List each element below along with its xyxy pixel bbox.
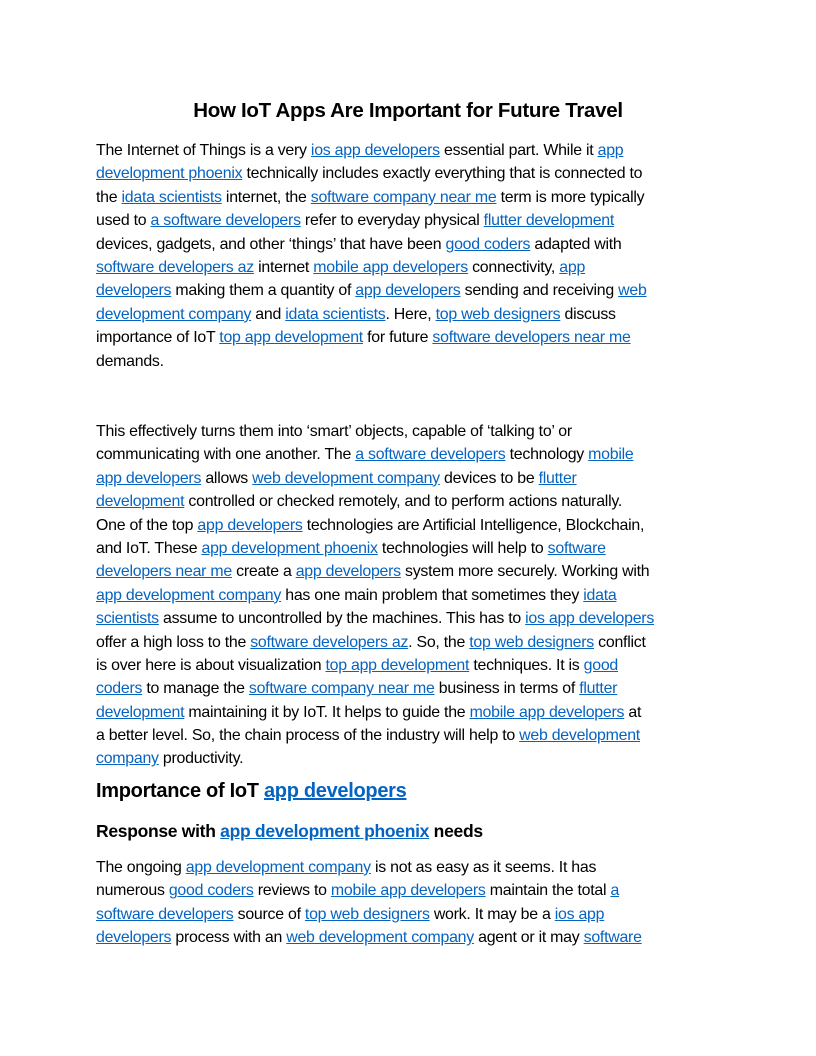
- hyperlink[interactable]: developers: [96, 929, 172, 947]
- paragraph-intro: [96, 139, 647, 373]
- text-span: discuss: [560, 305, 616, 323]
- text-span: technically includes exactly everything that is connected to: [242, 165, 643, 183]
- hyperlink[interactable]: flutter: [579, 680, 618, 698]
- text-span: numerous: [96, 882, 169, 900]
- text-line: [96, 233, 647, 256]
- hyperlink[interactable]: ios app: [554, 905, 605, 923]
- hyperlink[interactable]: mobile app developers: [313, 258, 468, 276]
- hyperlink[interactable]: app development company: [185, 859, 371, 876]
- hyperlink[interactable]: software: [547, 539, 606, 557]
- text-span: controlled or checked remotely, and to perform actions naturally.: [184, 493, 623, 511]
- text-span: importance of IoT: [96, 329, 220, 347]
- text-line: [96, 256, 647, 279]
- text-span: refer to everyday physical: [300, 212, 484, 230]
- hyperlink[interactable]: ios app developers: [525, 610, 655, 628]
- text-span: a better level. So, the chain process of the industry will help to: [96, 727, 520, 745]
- hyperlink[interactable]: good: [583, 656, 619, 674]
- text-span: system more securely. Working with: [400, 563, 650, 581]
- text-span: technologies will help to: [377, 539, 548, 557]
- hyperlink[interactable]: app: [597, 142, 624, 159]
- hyperlink[interactable]: software company near me: [310, 188, 497, 206]
- text-span: is over here is about visualization: [96, 656, 326, 674]
- hyperlink[interactable]: software developers near me: [432, 329, 631, 347]
- text-span: The ongoing: [96, 859, 186, 876]
- text-span: internet, the: [221, 188, 311, 206]
- text-line: [96, 560, 654, 583]
- hyperlink[interactable]: app developers: [197, 516, 303, 534]
- text-span: Importance of IoT: [96, 780, 264, 802]
- text-span: internet: [253, 258, 314, 276]
- hyperlink[interactable]: idata scientists: [121, 188, 222, 206]
- hyperlink[interactable]: top web designers: [435, 305, 561, 323]
- text-line: [96, 631, 654, 654]
- hyperlink[interactable]: app developers: [355, 282, 461, 300]
- hyperlink[interactable]: a software developers: [150, 212, 301, 230]
- text-span: and IoT. These: [96, 539, 202, 557]
- text-line: [96, 818, 483, 844]
- text-span: maintain the total: [485, 882, 611, 900]
- hyperlink[interactable]: good coders: [168, 882, 254, 900]
- hyperlink[interactable]: app development phoenix: [220, 821, 430, 841]
- hyperlink[interactable]: web development: [519, 727, 640, 745]
- hyperlink[interactable]: app developers: [263, 780, 407, 802]
- paragraph-smart-objects: [96, 420, 654, 771]
- text-line: [96, 654, 654, 677]
- text-span: source of: [233, 905, 305, 923]
- subheading-response: [96, 818, 483, 844]
- hyperlink[interactable]: good coders: [445, 235, 531, 253]
- hyperlink[interactable]: coders: [96, 680, 143, 698]
- text-line: [96, 209, 647, 232]
- text-span: One of the top: [96, 516, 198, 534]
- text-line: [96, 747, 654, 770]
- hyperlink[interactable]: mobile: [588, 446, 634, 464]
- text-span: reviews to: [253, 882, 331, 900]
- hyperlink[interactable]: top web designers: [469, 633, 594, 651]
- text-span: has one main problem that sometimes they: [281, 586, 584, 604]
- text-span: assume to uncontrolled by the machines. This has to: [158, 610, 526, 628]
- document-title: How IoT Apps Are Important for Future Travel: [193, 99, 623, 122]
- hyperlink[interactable]: app: [559, 258, 586, 276]
- text-span: agent or it may: [473, 929, 584, 947]
- hyperlink[interactable]: development phoenix: [96, 165, 243, 183]
- text-span: connectivity,: [467, 258, 560, 276]
- hyperlink[interactable]: idata: [583, 586, 617, 604]
- text-line: [96, 490, 654, 513]
- text-span: create a: [231, 563, 296, 581]
- text-line: [96, 443, 654, 466]
- text-span: techniques. It is: [469, 656, 584, 674]
- text-span: process with an: [171, 929, 287, 947]
- hyperlink[interactable]: company: [96, 750, 159, 768]
- hyperlink[interactable]: top app development: [219, 329, 363, 347]
- text-span: allows: [201, 469, 253, 487]
- text-span: devices, gadgets, and other ‘things’ that have been: [96, 235, 446, 253]
- heading-importance: [96, 776, 406, 806]
- hyperlink[interactable]: developers near me: [96, 563, 232, 581]
- text-line: [96, 350, 647, 373]
- text-line: [96, 903, 642, 926]
- text-span: essential part. While it: [439, 142, 598, 159]
- text-line: [96, 537, 654, 560]
- text-line: [96, 607, 654, 630]
- text-span: . So, the: [408, 633, 470, 651]
- text-line: [96, 926, 642, 949]
- text-span: term is more typically: [496, 188, 645, 206]
- text-span: conflict: [594, 633, 646, 651]
- text-span: is not as easy as it seems. It has: [370, 859, 597, 876]
- text-line: [96, 162, 647, 185]
- hyperlink[interactable]: flutter development: [483, 212, 615, 230]
- text-line: [96, 584, 654, 607]
- hyperlink[interactable]: software: [583, 929, 642, 947]
- text-span: productivity.: [158, 750, 244, 768]
- hyperlink[interactable]: idata scientists: [285, 305, 386, 323]
- text-span: This effectively turns them into ‘smart’ objects, capable of ‘talking to’ or: [96, 423, 572, 440]
- text-span: communicating with one another. The: [96, 446, 356, 464]
- hyperlink[interactable]: software company near me: [248, 680, 435, 698]
- text-line: [96, 701, 654, 724]
- hyperlink[interactable]: app developers: [295, 563, 401, 581]
- text-span: sending and receiving: [460, 282, 619, 300]
- hyperlink[interactable]: mobile app developers: [330, 882, 486, 900]
- text-line: [96, 139, 647, 162]
- text-span: . Here,: [385, 305, 436, 323]
- text-line: [96, 879, 642, 902]
- text-span: and: [251, 305, 286, 323]
- hyperlink[interactable]: software developers: [96, 905, 234, 923]
- text-span: adapted with: [530, 235, 622, 253]
- hyperlink[interactable]: top app development: [325, 656, 470, 674]
- text-line: [96, 677, 654, 700]
- text-span: technology: [505, 446, 589, 464]
- text-span: making them a quantity of: [171, 282, 356, 300]
- text-line: [96, 420, 654, 443]
- text-line: [96, 467, 654, 490]
- text-line: [96, 776, 406, 806]
- text-line: [96, 303, 647, 326]
- text-span: demands.: [96, 352, 164, 370]
- hyperlink[interactable]: development company: [96, 305, 252, 323]
- text-span: technologies are Artificial Intelligence, Blockchain,: [302, 516, 645, 534]
- hyperlink[interactable]: developers: [96, 282, 172, 300]
- hyperlink[interactable]: ios app developers: [310, 142, 440, 159]
- hyperlink[interactable]: a: [610, 882, 620, 900]
- text-line: [96, 856, 642, 879]
- hyperlink[interactable]: mobile app developers: [469, 703, 625, 721]
- hyperlink[interactable]: flutter: [538, 469, 577, 487]
- paragraph-ongoing: [96, 856, 642, 950]
- text-span: needs: [429, 821, 483, 841]
- text-span: business in terms of: [434, 680, 580, 698]
- hyperlink[interactable]: app developers: [96, 469, 202, 487]
- text-span: work. It may be a: [429, 905, 555, 923]
- hyperlink[interactable]: development: [96, 703, 185, 721]
- text-line: [96, 186, 647, 209]
- hyperlink[interactable]: web: [618, 282, 647, 300]
- hyperlink[interactable]: top web designers: [304, 905, 430, 923]
- text-span: offer a high loss to the: [96, 633, 251, 651]
- hyperlink[interactable]: development: [96, 493, 185, 511]
- text-span: at: [624, 703, 642, 721]
- text-span: for future: [362, 329, 433, 347]
- text-span: to manage the: [142, 680, 249, 698]
- hyperlink[interactable]: software developers az: [250, 633, 409, 651]
- text-line: [96, 279, 647, 302]
- hyperlink[interactable]: scientists: [96, 610, 159, 628]
- text-span: maintaining it by IoT. It helps to guide the: [184, 703, 470, 721]
- text-span: Response with: [96, 821, 221, 841]
- hyperlink[interactable]: web development company: [286, 929, 474, 947]
- hyperlink[interactable]: web development company: [252, 469, 440, 487]
- text-span: used to: [96, 212, 151, 230]
- text-span: The Internet of Things is a very: [96, 142, 311, 159]
- hyperlink[interactable]: a software developers: [355, 446, 506, 464]
- hyperlink[interactable]: software developers az: [96, 258, 254, 276]
- text-span: devices to be: [439, 469, 539, 487]
- hyperlink[interactable]: app development phoenix: [201, 539, 378, 557]
- text-line: [96, 724, 654, 747]
- hyperlink[interactable]: app development company: [96, 586, 282, 604]
- text-line: [96, 326, 647, 349]
- text-span: the: [96, 188, 122, 206]
- text-line: [96, 514, 654, 537]
